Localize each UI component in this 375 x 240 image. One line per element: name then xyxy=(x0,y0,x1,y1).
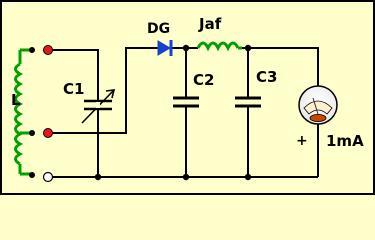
capacitor-c3 xyxy=(235,98,261,106)
diode-dg xyxy=(158,40,171,56)
schematic xyxy=(2,2,375,197)
capacitor-c2 xyxy=(173,98,199,106)
label-coil-l: L xyxy=(11,91,21,109)
label-meter-value: 1mA xyxy=(326,132,364,150)
label-c1: C1 xyxy=(63,80,85,98)
label-c3: C3 xyxy=(256,68,278,86)
label-c2: C2 xyxy=(193,71,215,89)
junctions xyxy=(95,45,251,180)
label-choke: Jaf xyxy=(199,15,222,33)
label-meter-plus: + xyxy=(296,133,308,149)
coil-l xyxy=(16,50,33,174)
terminal-top xyxy=(29,46,53,55)
terminal-middle xyxy=(29,129,53,138)
terminal-bottom xyxy=(29,172,53,182)
choke-jaf xyxy=(198,43,242,48)
wires xyxy=(48,48,318,177)
label-diode: DG xyxy=(147,21,171,37)
milliammeter xyxy=(299,86,337,124)
